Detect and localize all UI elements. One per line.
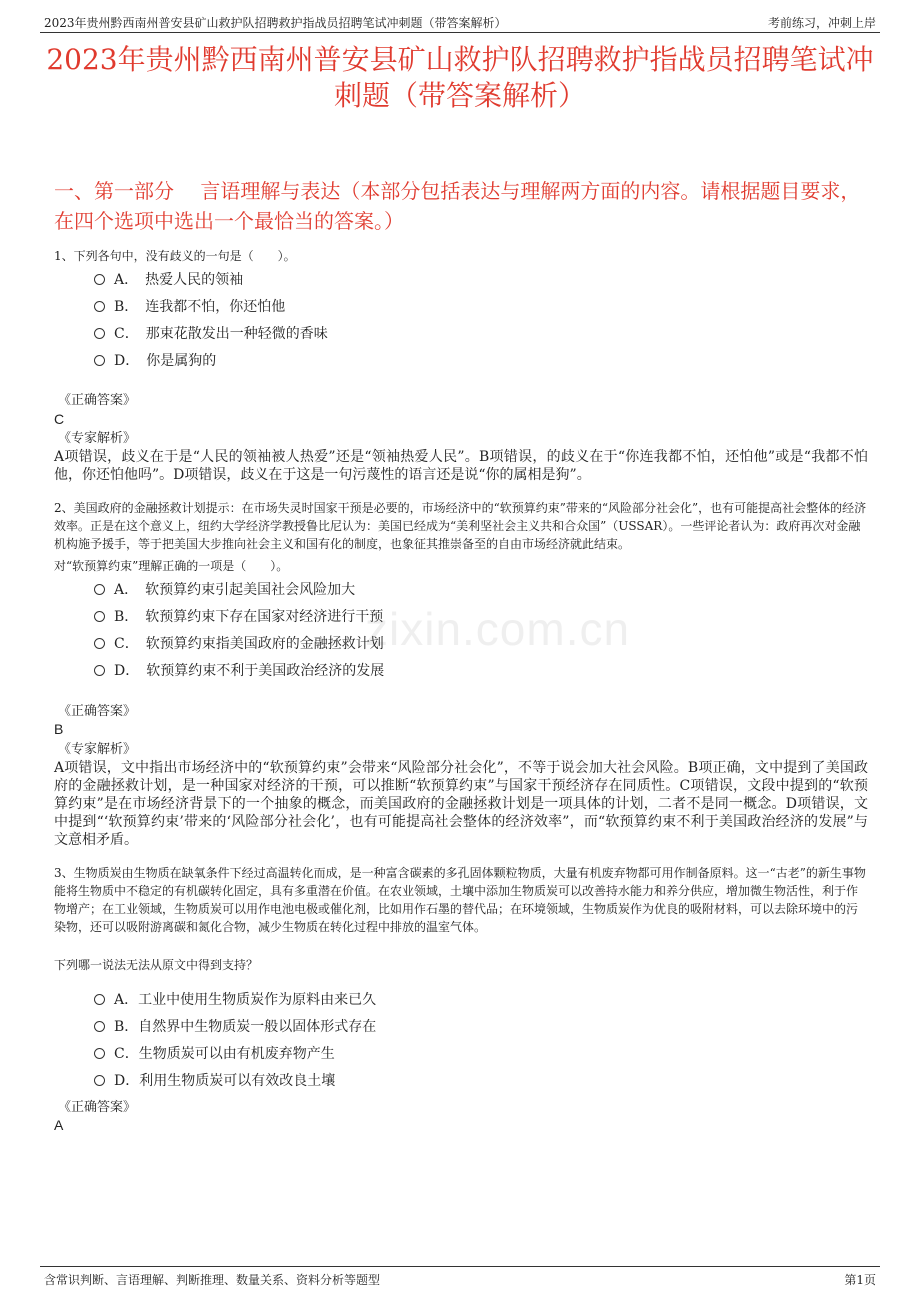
- question-1-answer: C: [54, 411, 65, 427]
- question-1-answer-label: 《正确答案》: [58, 393, 137, 408]
- question-3-option-c[interactable]: C．生物质炭可以由有机废弃物产生: [94, 1044, 335, 1064]
- radio-icon[interactable]: [94, 665, 105, 676]
- question-3-answer: A: [54, 1117, 64, 1133]
- radio-icon[interactable]: [94, 994, 105, 1005]
- page-title: 2023年贵州黔西南州普安县矿山救护队招聘救护指战员招聘笔试冲刺题（带答案解析）: [46, 43, 874, 112]
- question-3-option-d[interactable]: D．利用生物质炭可以有效改良土壤: [94, 1071, 335, 1091]
- running-header-title: 2023年贵州黔西南州普安县矿山救护队招聘救护指战员招聘笔试冲刺题（带答案解析）: [44, 16, 507, 30]
- header-rule: [40, 32, 880, 33]
- question-2-answer: B: [54, 721, 64, 737]
- radio-icon[interactable]: [94, 638, 105, 649]
- radio-icon[interactable]: [94, 584, 105, 595]
- question-1-option-a[interactable]: A． 热爱人民的领袖: [94, 270, 243, 290]
- question-2-answer-label: 《正确答案》: [58, 704, 137, 719]
- section-heading: 一、第一部分 言语理解与表达（本部分包括表达与理解两方面的内容。请根据题目要求，在四个选项中选出一个最恰当的答案。）: [54, 179, 861, 233]
- radio-icon[interactable]: [94, 328, 105, 339]
- radio-icon[interactable]: [94, 274, 105, 285]
- question-2-analysis: A项错误，文中指出市场经济中的“软预算约束”会带来“风险部分社会化”，不等于说会加大社会风险。B项正确，文中提到了美国政府的金融拯救计划，是一种国家对经济的干预，可以推断“软预算约束”与国家干预经济存在同质性。C项错误，文段中提到的“软预算约束”是在市场经济背景下的一个抽象的概念，而美国政府的金融拯救计划是一项具体的计划，二者不是同一概念。D项错误，文中提到“‘软预算约束’带来的‘风险部分社会化’，也有可能提高社会整体的经济效率”，而“软预算约束不利于美国政治经济的发展”与文意相矛盾。: [54, 760, 868, 848]
- radio-icon[interactable]: [94, 355, 105, 366]
- watermark: zixin.com.cn: [365, 603, 631, 655]
- question-2-prompt: 对“软预算约束”理解正确的一项是（ ）。: [54, 559, 289, 573]
- footer-note: 含常识判断、言语理解、判断推理、数量关系、资料分析等题型: [44, 1273, 381, 1287]
- question-3-option-a[interactable]: A．工业中使用生物质炭作为原料由来已久: [94, 990, 376, 1010]
- question-1-option-c[interactable]: C． 那束花散发出一种轻微的香味: [94, 324, 328, 344]
- question-1-analysis-label: 《专家解析》: [58, 431, 137, 446]
- question-2-option-c[interactable]: C． 软预算约束指美国政府的金融拯救计划: [94, 634, 384, 654]
- question-3-stem: 3、生物质炭由生物质在缺氧条件下经过高温转化而成，是一种富含碳素的多孔固体颗粒物质，大量有机废弃物都可用作制备原料。这一“古老”的新生事物能将生物质中不稳定的有机碳转化固定，具有多重潜在价值。在农业领域，土壤中添加生物质炭可以改善持水能力和养分供应，增加微生物活性，利于作物增产；在工业领域，生物质炭可以用作电池电极或催化剂，比如用作石墨的替代品；在环境领域，生物质炭作为优良的吸附材料，可以去除环境中的污染物，还可以吸附游离碳和氮化合物，减少生物质在转化过程中排放的温室气体。: [54, 866, 866, 934]
- question-2-option-a[interactable]: A． 软预算约束引起美国社会风险加大: [94, 580, 355, 600]
- question-3-prompt: 下列哪一说法无法从原文中得到支持？: [54, 958, 259, 972]
- question-2-option-d[interactable]: D． 软预算约束不利于美国政治经济的发展: [94, 661, 384, 681]
- question-1-analysis: A项错误，歧义在于是“人民的领袖被人热爱”还是“领袖热爱人民”。B项错误，的歧义在于“你连我都不怕，还怕他”或是“我都不怕他，你还怕他吗”。D项错误，歧义在于这是一句污蔑性的语言还是说“你的属相是狗”。: [54, 449, 868, 483]
- question-3-answer-label: 《正确答案》: [58, 1100, 137, 1115]
- radio-icon[interactable]: [94, 611, 105, 622]
- radio-icon[interactable]: [94, 1075, 105, 1086]
- running-header-slogan: 考前练习，冲刺上岸: [767, 16, 876, 30]
- question-2-option-b[interactable]: B． 软预算约束下存在国家对经济进行干预: [94, 607, 383, 627]
- question-2-stem: 2、美国政府的金融拯救计划提示：在市场失灵时国家干预是必要的，市场经济中的“软预算约束”带来的“风险部分社会化”，也有可能提高社会整体的经济效率。正是在这个意义上，纽约大学经济学教授鲁比尼认为：美国已经成为“美利坚社会主义共和合众国”（USSAR）。一些评论者认为：政府再次对金融机构施予援手，等于把美国大步推向社会主义和国有化的制度，也象征其推崇备至的自由市场经济就此结束。: [54, 501, 867, 551]
- question-1-option-b[interactable]: B． 连我都不怕，你还怕他: [94, 297, 285, 317]
- question-3-option-b[interactable]: B．自然界中生物质炭一般以固体形式存在: [94, 1017, 376, 1037]
- footer-rule: [40, 1266, 880, 1267]
- radio-icon[interactable]: [94, 1048, 105, 1059]
- radio-icon[interactable]: [94, 1021, 105, 1032]
- page-number: 第1页: [844, 1273, 876, 1287]
- question-2-analysis-label: 《专家解析》: [58, 742, 137, 757]
- question-1-option-d[interactable]: D． 你是属狗的: [94, 351, 216, 371]
- radio-icon[interactable]: [94, 301, 105, 312]
- question-1-stem: 1、下列各句中，没有歧义的一句是（ ）。: [54, 249, 296, 263]
